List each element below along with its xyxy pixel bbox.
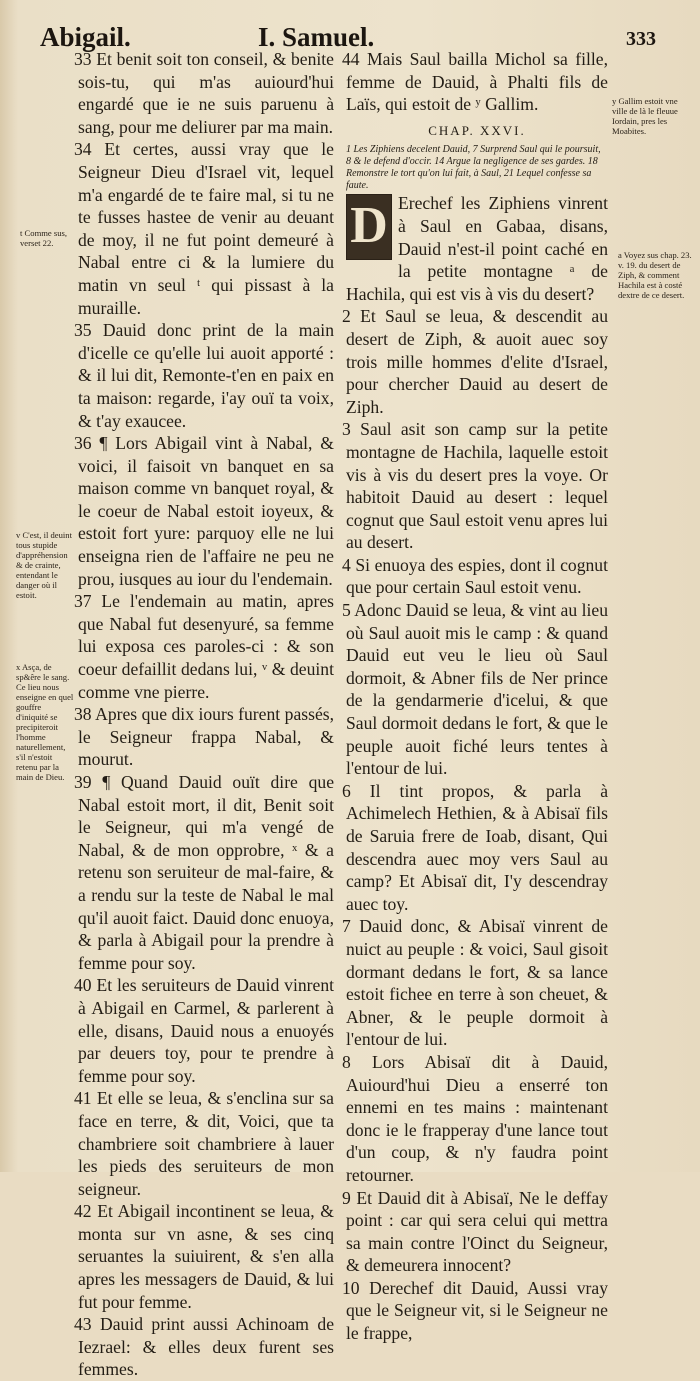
verse-4: 4 Si enuoya des espies, dont il cognut que pour certain Saul estoit venu. — [342, 554, 608, 598]
verse-9: 9 Et Dauid dit à Abisaï, Ne le deffay point : car qui sera celui qui mettra sa main contre l'Oinct du Seigneur, & demeurera innocent? — [342, 1187, 608, 1276]
verse-38: 38 Apres que dix iours furent passés, le Seigneur frappa Nabal, & mourut. — [74, 704, 334, 770]
chapter-opening — [346, 192, 608, 305]
verse-36: 36 ¶ Lors Abigail vint à Nabal, & voici, il faisoit vn banquet en sa maison comme vn banquet royal, & le coeur de Nabal estoit ioyeux, & estoit fort yure: parquoy elle ne lui enseigna rien de l'affaire ne peu ne prou, iusques au iour du l'endemain. — [74, 433, 334, 589]
margin-note-a: a Voyez sus chap. 23. v. 19. du desert de Ziph, & comment Hachila est à costé dextre de ce desert. — [618, 250, 692, 300]
page-number: 333 — [626, 28, 656, 50]
verse-7: 7 Dauid donc, & Abisaï vinrent de nuict au peuple : & voici, Saul gisoit dormant dedans le fort, & sa lance estoit fichee en terre à son cheuet, & Abner, & le peuple dormoit à l'entour de lui. — [342, 916, 608, 1050]
running-head-center: I. Samuel. — [258, 22, 375, 52]
verse-41: 41 Et elle se leua, & s'enclina sur sa face en terre, & dit, Voici, que ta chambriere soit chambriere à lauer les pieds des seruiteurs de mon seigneur. — [74, 1088, 334, 1199]
verse-34: 34 Et certes, aussi vray que le Seigneur Dieu d'Israel vit, lequel m'a engardé de te faire mal, si tu ne te fusses hastee de venir au deuant de moy, il ne fut point demeuré à Nabal entre ci & la lumiere du matin vn seul ᵗ qui pissast à la muraille. — [74, 139, 334, 318]
verse-42: 42 Et Abigail incontinent se leua, & monta sur vn asne, & ses cinq seruantes la suiuirent, & s'en alla apres les messagers de Dauid, & lui fut pour femme. — [74, 1201, 334, 1312]
verse-33: 33 Et benit soit ton conseil, & benite sois-tu, qui m'as auiourd'hui engardé que ie ne suis paruenu à sang, pour me deliurer par ma main. — [74, 49, 334, 137]
margin-note-y: y Gallim estoit vne ville de là le fleuue Iordain, pres les Moabites. — [612, 96, 678, 136]
verse-39: 39 ¶ Quand Dauid ouït dire que Nabal estoit mort, il dit, Benit soit le Seigneur, qui m'a vengé de Nabal, & de mon opprobre, ˣ & a retenu son seruiteur de mal-faire, & a rendu sur la teste de Nabal le mal qu'il auoit faict. Dauid donc enuoya, & parla à Abigail pour la prendre à femme pour soy. — [74, 772, 334, 973]
verse-1: Erechef les Ziphiens vinrent à Saul en Gabaa, disans, Dauid n'est-il point caché en la petite montagne ᵃ de Hachila, qui est vis à vis du desert? — [346, 193, 608, 304]
verse-43: 43 Dauid print aussi Achinoam de Iezrael: & elles deux furent ses femmes. — [74, 1314, 334, 1380]
decorated-initial: D — [346, 194, 392, 260]
running-head-left: Abigail. — [40, 22, 131, 52]
verse-40: 40 Et les seruiteurs de Dauid vinrent à Abigail en Carmel, & parlerent à elle, disans, Dauid nous a enuoyés par deuers toy, pour te prendre à femme pour soy. — [74, 975, 334, 1086]
margin-note-x: x Asça, de sp&êre le sang. Ce lieu nous enseigne en quel gouffre d'iniquité se precipiteroit l'homme naturellement, s'il n'estoit retenu par la main de Dieu. — [16, 662, 74, 782]
verse-2: 2 Et Saul se leua, & descendit au desert de Ziph, & auoit auec soy trois mille hommes d'elite d'Israel, pour chercher Dauid au desert de Ziph. — [342, 306, 608, 417]
chapter-heading: CHAP. XXVI. — [428, 122, 526, 138]
chapter-summary: 1 Les Ziphiens decelent Dauid, 7 Surprend Saul qui le poursuit, 8 & le defend d'occir. 14 Argue la negligence de ses gardes. 18 Remonstre le tort qu'on lui fait, à Saul, 21 Lequel confesse sa faute. — [346, 144, 601, 192]
verse-10: 10 Derechef dit Dauid, Aussi vray que le Seigneur vit, si le Seigneur ne le frappe, — [342, 1277, 608, 1344]
margin-note-v: v C'est, il deuint tous stupide d'appréhension & de crainte, entendant le danger où il estoit. — [16, 530, 72, 600]
verse-37: 37 Le l'endemain au matin, apres que Nabal fut desenyuré, sa femme lui exposa ces paroles-ci : & son coeur defaillit dedans lui, ᵛ & deuint comme vne pierre. — [74, 591, 334, 702]
verse-44: 44 Mais Saul bailla Michol sa fille, femme de Dauid, à Phalti fils de Laïs, qui estoit de ʸ Gallim. — [342, 49, 608, 115]
verse-6: 6 Il tint propos, & parla à Achimelech Hethien, & à Abisaï fils de Saruia frere de Ioab, disant, Qui descendra auec moy vers Saul au camp? Et Abisaï dit, I'y descendray auec toy. — [342, 780, 608, 914]
verse-35: 35 Dauid donc print de la main d'icelle ce qu'elle lui auoit apporté : & il lui dit, Remonte-t'en en paix en ta maison: regarde, i'ay ouï ta voix, & t'ay exaucee. — [74, 320, 334, 431]
right-text-column — [342, 48, 608, 1345]
left-text-column — [74, 48, 334, 1381]
margin-note-t: t Comme sus, verset 22. — [20, 228, 68, 248]
verse-8: 8 Lors Abisaï dit à Dauid, Auiourd'hui Dieu a enserré ton ennemi en tes mains : maintenant donc ie le frapperay d'une lance tout d'un coup, & n'y faudra point retourner. — [342, 1051, 608, 1185]
verse-5: 5 Adonc Dauid se leua, & vint au lieu où Saul auoit mis le camp : & quand Dauid eut veu le lieu où Saul dormoit, & Abner fils de Ner prince de la gendarmerie d'icelui, & que Saul dormoit dedans le fort, & que le peuple auoit fiché leurs tentes à l'entour de lui. — [342, 600, 608, 779]
verse-3: 3 Saul asit son camp sur la petite montagne de Hachila, laquelle estoit vis à vis du desert pres la voye. Or habitoit Dauid au desert : lequel cognut que Saul estoit venu apres lui au desert. — [342, 419, 608, 553]
